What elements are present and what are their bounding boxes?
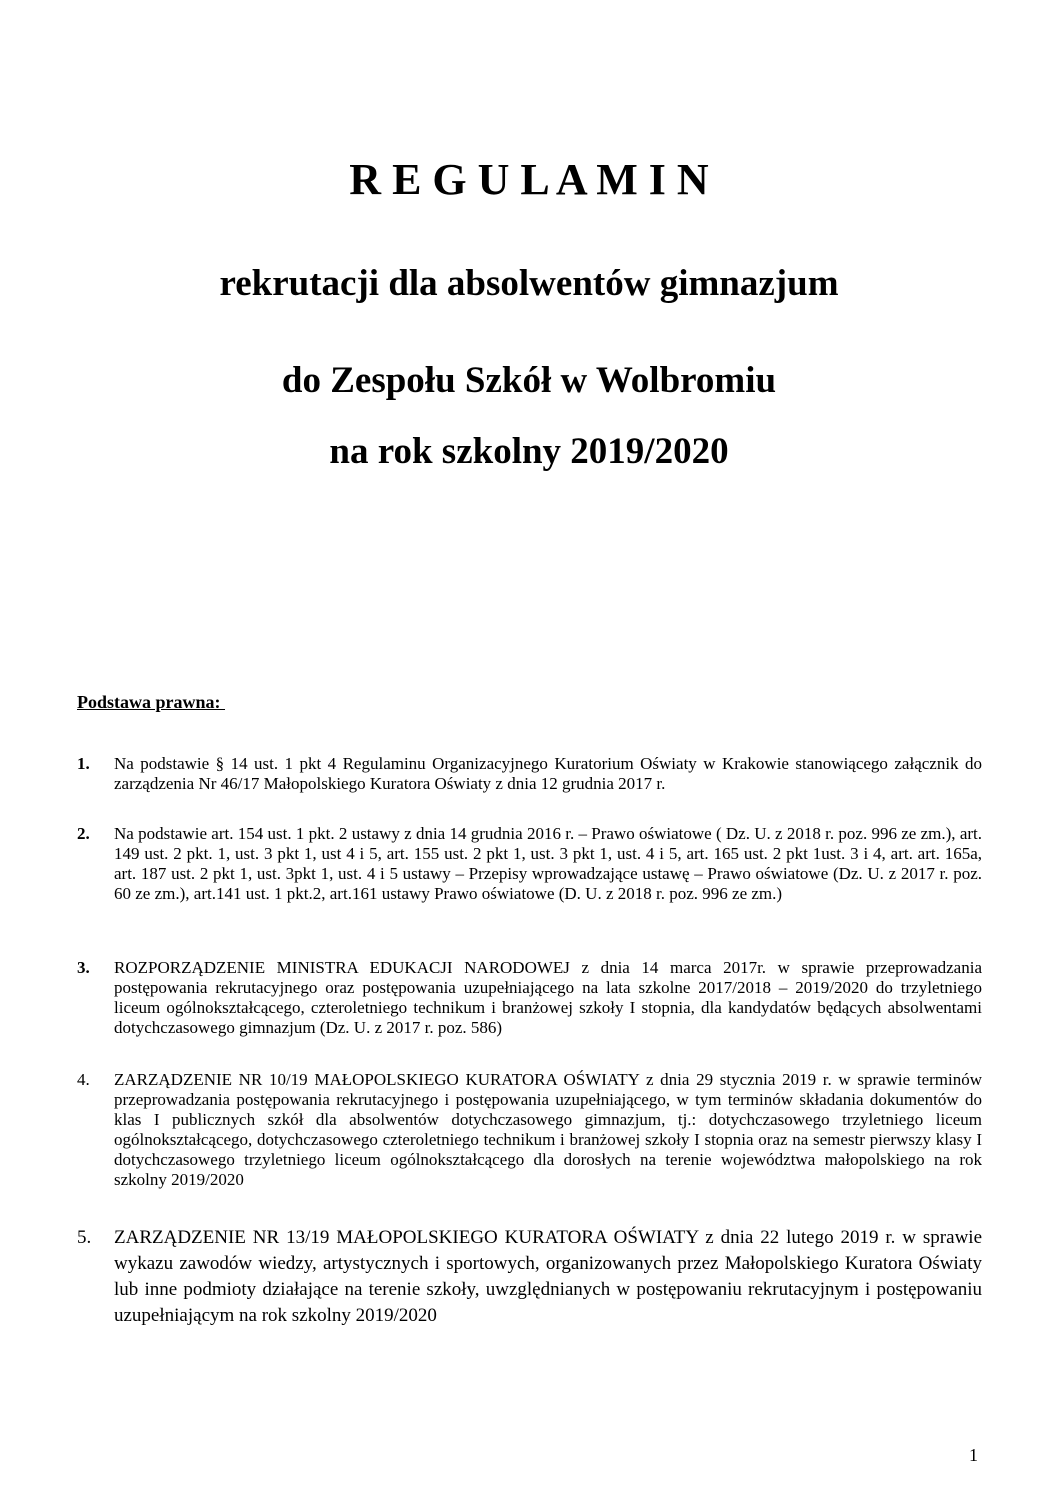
item-number: 2. xyxy=(77,824,90,843)
item-text: Na podstawie art. 154 ust. 1 pkt. 2 ustawy z dnia 14 grudnia 2016 r. – Prawo oświatowe ( Dz. U. z 2018 r. poz. 996 ze zm.), art. 149 ust. 2 pkt. 1, ust. 3 pkt 1, ust 4 i 5, art. 155 ust. 2 pkt 1, ust. 3 pkt 1, ust. 4 i 5, art. 165 ust. 2 pkt 1ust. 3 i 4, art. art. 165a, art. 187 ust. 2 pkt 1, ust. 3pkt 1, ust. 4 i 5 ustawy – Przepisy wprowadzające ustawę – Prawo oświatowe (Dz. U. z 2017 r. poz. 60 ze zm.), art.141 ust. 1 pkt.2, art.161 ustawy Prawo oświatowe (D. U. z 2018 r. poz. 996 ze zm.) xyxy=(114,824,982,903)
document-title: R E G U L A M I N xyxy=(349,155,709,204)
item-number: 1. xyxy=(77,754,90,773)
item-number: 3. xyxy=(77,958,90,977)
section-heading-legal-basis: Podstawa prawna: xyxy=(77,692,226,712)
item-number: 4. xyxy=(77,1070,90,1089)
page-number: 1 xyxy=(969,1445,978,1465)
legal-basis-item-3 xyxy=(77,958,982,1038)
legal-basis-item-4 xyxy=(77,1070,982,1190)
legal-basis-item-1 xyxy=(77,754,982,794)
legal-basis-item-2 xyxy=(77,824,982,904)
item-text: ROZPORZĄDZENIE MINISTRA EDUKACJI NARODOWEJ z dnia 14 marca 2017r. w sprawie przeprowadzania postępowania rekrutacyjnego oraz postępowania uzupełniającego na lata szkolne 2017/2018 – 2019/2020 do trzyletniego liceum ogólnokształcącego, czteroletniego technikum i branżowej szkoły I stopnia, dla kandydatów będących absolwentami dotychczasowego gimnazjum (Dz. U. z 2017 r. poz. 586) xyxy=(114,958,982,1037)
item-text: ZARZĄDZENIE NR 10/19 MAŁOPOLSKIEGO KURATORA OŚWIATY z dnia 29 stycznia 2019 r. w sprawie terminów przeprowadzania postępowania rekrutacyjnego i postępowania uzupełniającego, w tym terminów składania dokumentów do klas I publicznych szkół dla absolwentów dotychczasowego gimnazjum, tj.: dotychczasowego trzyletniego liceum ogólnokształcącego, dotychczasowego czteroletniego technikum i branżowej szkoły I stopnia oraz na semestr pierwszy klasy I dotychczasowego trzyletniego liceum ogólnokształcącego dla dorosłych na terenie województwa małopolskiego na rok szkolny 2019/2020 xyxy=(114,1070,982,1189)
document-subtitle-line-3: na rok szkolny 2019/2020 xyxy=(329,431,729,472)
item-text: Na podstawie § 14 ust. 1 pkt 4 Regulaminu Organizacyjnego Kuratorium Oświaty w Krakowie stanowiącego załącznik do zarządzenia Nr 46/17 Małopolskiego Kuratora Oświaty z dnia 12 grudnia 2017 r. xyxy=(114,754,982,793)
item-text: ZARZĄDZENIE NR 13/19 MAŁOPOLSKIEGO KURATORA OŚWIATY z dnia 22 lutego 2019 r. w sprawie wykazu zawodów wiedzy, artystycznych i sportowych, organizowanych przez Małopolskiego Kuratora Oświaty lub inne podmioty działające na terenie szkoły, uwzględnianych w postępowaniu rekrutacyjnym i postępowaniu uzupełniającym na rok szkolny 2019/2020 xyxy=(114,1227,982,1326)
document-subtitle-line-1: rekrutacji dla absolwentów gimnazjum xyxy=(219,263,839,304)
item-number: 5. xyxy=(77,1227,92,1248)
legal-basis-item-5 xyxy=(77,1225,982,1329)
document-subtitle-line-2: do Zespołu Szkół w Wolbromiu xyxy=(281,360,777,401)
